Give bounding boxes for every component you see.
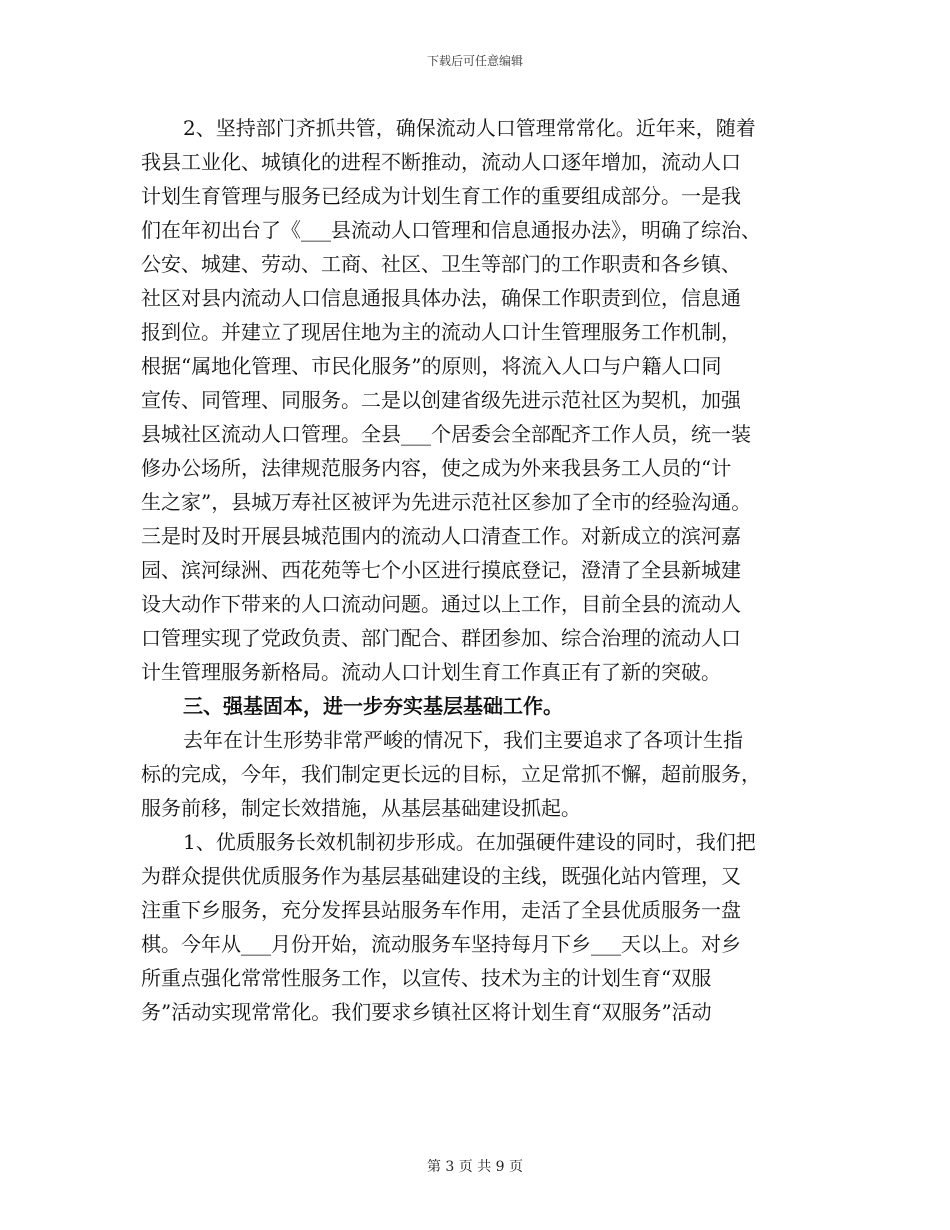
paragraph-line: 计生管理服务新格局。流动人口计划生育工作真正有了新的突破。: [141, 660, 721, 684]
document-body: [141, 111, 821, 1029]
paragraph-line: 公安、城建、劳动、工商、社区、卫生等部门的工作职责和各乡镇、: [141, 252, 741, 276]
paragraph-line: 修办公场所，法律规范服务内容，使之成为外来我县务工人员的“计: [141, 456, 732, 480]
paragraph-line: 2、坚持部门齐抓共管，确保流动人口管理常常化。近年来，随着: [183, 116, 756, 140]
paragraph-line: 三是时及时开展县城范围内的流动人口清查工作。对新成立的滨河嘉: [141, 524, 741, 548]
paragraph-line: 报到位。并建立了现居住地为主的流动人口计生管理服务工作机制，: [141, 320, 741, 344]
paragraph-line: 口管理实现了党政负责、部门配合、群团参加、综合治理的流动人口: [141, 626, 741, 650]
paragraph-line: 计划生育管理与服务已经成为计划生育工作的重要组成部分。一是我: [141, 184, 741, 208]
paragraph-line: 宣传、同管理、同服务。二是以创建省级先进示范社区为契机，加强: [141, 388, 741, 412]
paragraph-line: 去年在计生形势非常严峻的情况下，我们主要追求了各项计生指: [183, 728, 743, 752]
paragraph-line: 1、优质服务长效机制初步形成。在加强硬件建设的同时，我们把: [183, 830, 756, 854]
paragraph-line: 设大动作下带来的人口流动问题。通过以上工作，目前全县的流动人: [141, 592, 741, 616]
section-heading: 三、强基固本，进一步夯实基层基础工作。: [183, 694, 563, 718]
paragraph-line: 生之家”，县城万寿社区被评为先进示范社区参加了全市的经验沟通。: [141, 490, 752, 514]
paragraph-line: 服务前移，制定长效措施，从基层基础建设抓起。: [141, 796, 581, 820]
paragraph-line: 社区对县内流动人口信息通报具体办法，确保工作职责到位，信息通: [141, 286, 741, 310]
paragraph-line: 县城社区流动人口管理。全县___个居委会全部配齐工作人员，统一装: [141, 422, 751, 446]
paragraph-line: 标的完成，今年，我们制定更长远的目标，立足常抓不懈，超前服务，: [141, 762, 761, 786]
paragraph-line: 所重点强化常常性服务工作，以宣传、技术为主的计划生育“双服: [141, 966, 712, 990]
paragraph-line: 园、滨河绿洲、西花苑等七个小区进行摸底登记，澄清了全县新城建: [141, 558, 741, 582]
paragraph-line: 为群众提供优质服务作为基层基础建设的主线，既强化站内管理，又: [141, 864, 741, 888]
paragraph-line: 棋。今年从___月份开始，流动服务车坚持每月下乡___天以上。对乡: [141, 932, 741, 956]
page-header: 下载后可任意编辑: [426, 54, 523, 68]
page-number: 第 3 页 共 9 页: [426, 1159, 524, 1175]
paragraph-line: 务”活动实现常常化。我们要求乡镇社区将计划生育“双服务”活动: [141, 1000, 712, 1024]
paragraph-line: 注重下乡服务，充分发挥县站服务车作用，走活了全县优质服务一盘: [141, 898, 741, 922]
paragraph-line: 们在年初出台了《___县流动人口管理和信息通报办法》，明确了综治、: [141, 218, 761, 242]
paragraph-line: 我县工业化、城镇化的进程不断推动，流动人口逐年增加，流动人口: [141, 150, 741, 174]
paragraph-line: 根据“属地化管理、市民化服务”的原则，将流入人口与户籍人口同: [141, 354, 722, 378]
